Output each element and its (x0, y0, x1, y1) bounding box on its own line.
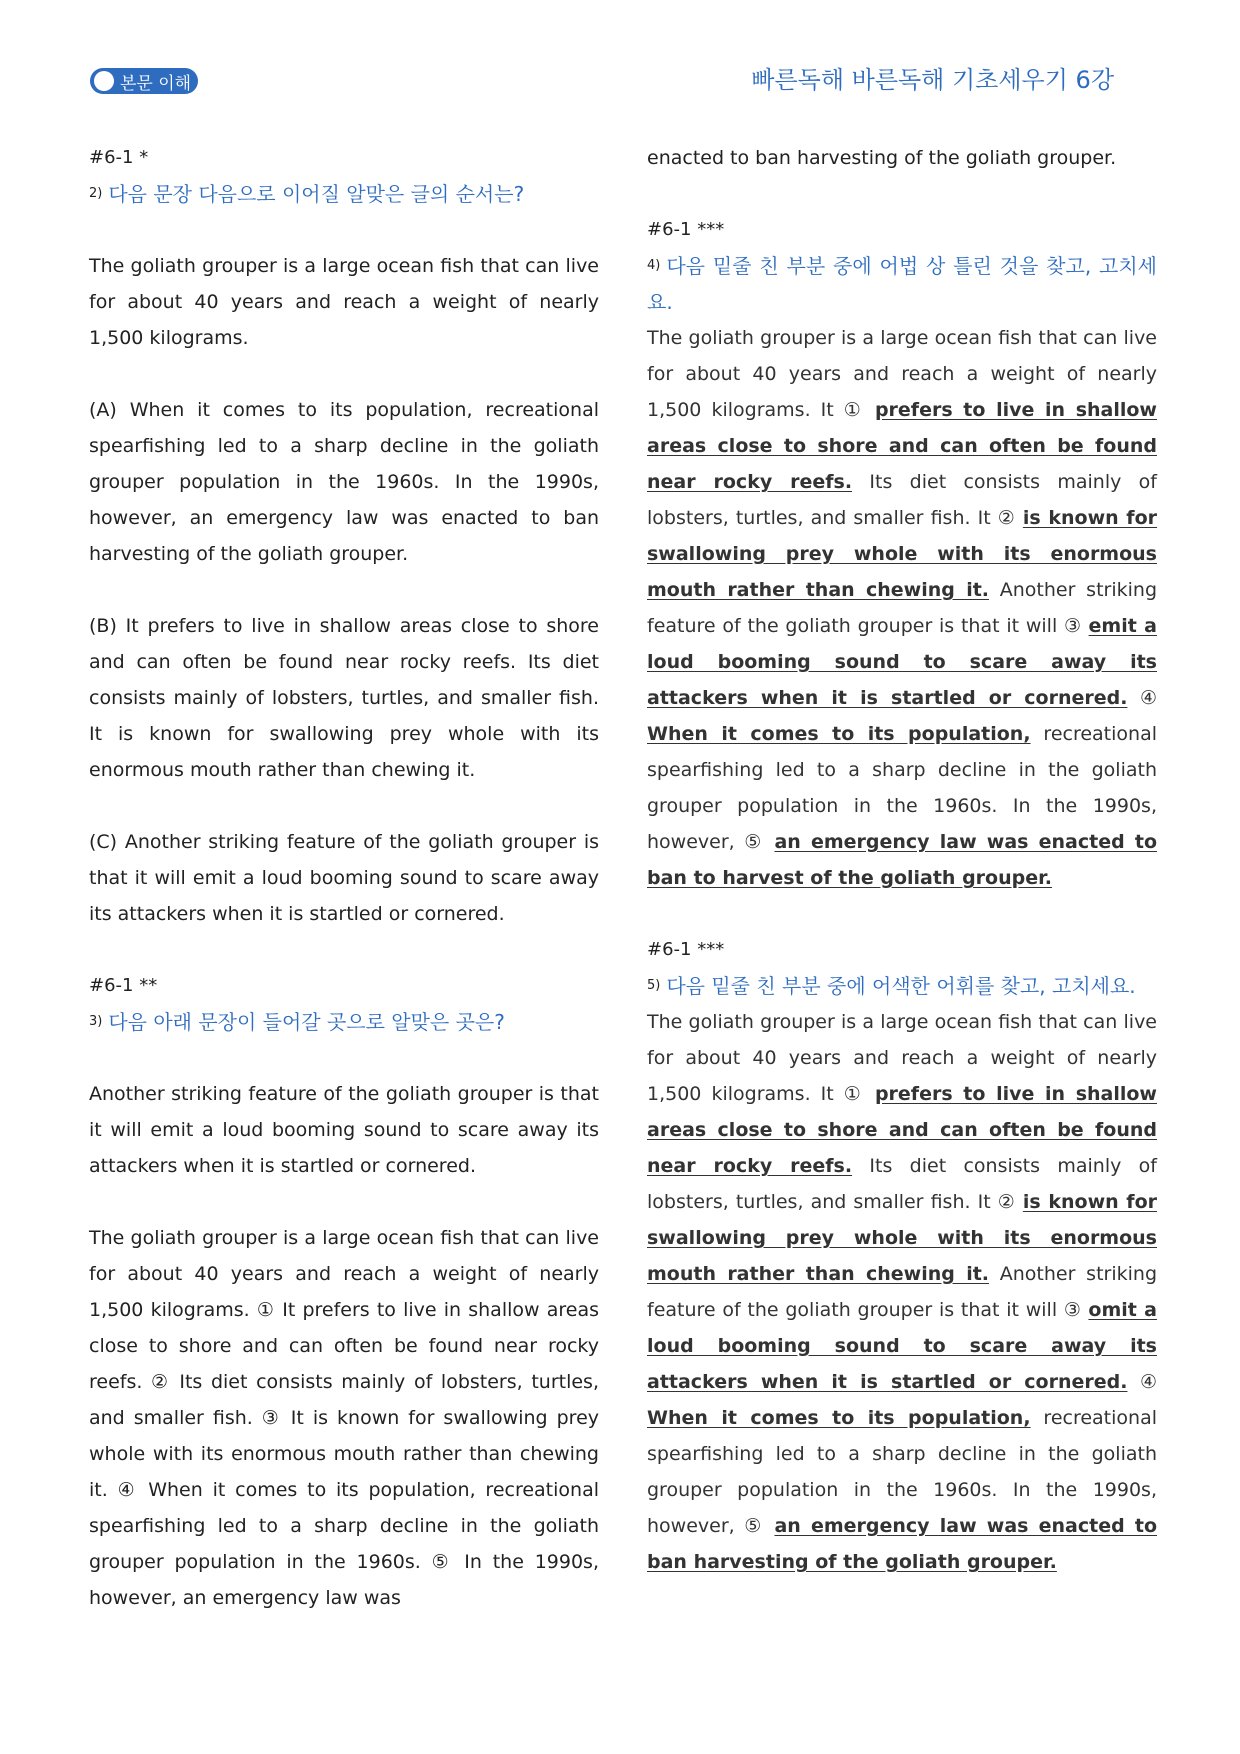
q4-underline-4: When it comes to its population, (647, 723, 1031, 745)
q2-meta: #6-1 * (89, 147, 149, 168)
q4-number: 4) (647, 258, 661, 273)
q3-number: 3) (89, 1014, 103, 1029)
q2-question-text: 다음 문장 다음으로 이어질 알맞은 글의 순서는? (108, 182, 525, 206)
q4-underline-5: an emergency law was enacted to ban to harvest of the goliath grouper. (647, 831, 1158, 889)
q5-underline-2: is known for swallowing prey whole with its enormous mouth rather than chewing it. (647, 1191, 1158, 1285)
q5-underline-1: prefers to live in shallow areas close to shore and can often be found near rocky reefs. (647, 1083, 1157, 1177)
q5-question (647, 968, 1157, 1004)
q3-question (89, 1004, 599, 1040)
q2-number: 2) (89, 186, 103, 201)
q3-passage-continued: enacted to ban harvesting of the goliath grouper. (647, 147, 1117, 169)
q3-question-text: 다음 아래 문장이 들어갈 곳으로 알맞은 곳은? (108, 1010, 505, 1034)
q5-passage: The goliath grouper is a large ocean fish that can live for about 40 years and reach a weight of nearly 1,500 kilograms. It ① prefers to live in shallow areas close to shore and can often be found near rocky reefs. Its diet consists mainly of lobsters, turtles, and smaller fish. It ② is known for swallowing prey whole with its enormous mouth rather than chewing it. Another striking feature of the goliath grouper is that it will ③ omit a loud booming sound to scare away its attackers when it is startled or cornered. ④ When it comes to its population, recreational spearfishing led to a sharp decline in the goliath grouper population in the 1960s. In the 1990s, however, ⑤ an emergency law was enacted to ban harvesting of the goliath grouper. (647, 1011, 1158, 1573)
q4-meta: #6-1 *** (647, 219, 725, 240)
q3-given-sentence: Another striking feature of the goliath grouper is that it will emit a loud booming sound to scare away its attackers when it is startled or cornered. (89, 1083, 599, 1177)
badge-dot-icon (94, 71, 114, 91)
q2-paragraph-a: (A) When it comes to its population, recreational spearfishing led to a sharp decline in the goliath grouper population in the 1960s. In the 1990s, however, an emergency law was enacted to ban harvesting of the goliath grouper. (89, 399, 599, 565)
section-badge (90, 68, 198, 94)
q5-underline-5: an emergency law was enacted to ban harvesting of the goliath grouper. (647, 1515, 1158, 1573)
q4-underline-1: prefers to live in shallow areas close to shore and can often be found near rocky reefs. (647, 399, 1157, 493)
badge-label: 본문 이해 (120, 73, 192, 94)
q4-question-text: 다음 밑줄 친 부분 중에 어법 상 틀린 것을 찾고, 고치세요. (647, 254, 1157, 314)
left-column (89, 140, 599, 1616)
right-column (647, 140, 1157, 1580)
q2-question (89, 176, 599, 212)
q5-underline-4: When it comes to its population, (647, 1407, 1031, 1429)
q3-passage: The goliath grouper is a large ocean fish that can live for about 40 years and reach a weight of nearly 1,500 kilograms. ① It prefers to live in shallow areas close to shore and can often be found near rocky reefs. ② Its diet consists mainly of lobsters, turtles, and smaller fish. ③ It is known for swallowing prey whole with its enormous mouth rather than chewing it. ④ When it comes to its population, recreational spearfishing led to a sharp decline in the goliath grouper population in the 1960s. ⑤ In the 1990s, however, an emergency law was (89, 1227, 599, 1609)
q4-underline-3: emit a loud booming sound to scare away its attackers when it is startled or cornered. (647, 615, 1157, 709)
q5-meta: #6-1 *** (647, 939, 725, 960)
q4-passage: The goliath grouper is a large ocean fish that can live for about 40 years and reach a weight of nearly 1,500 kilograms. It ① prefers to live in shallow areas close to shore and can often be found near rocky reefs. Its diet consists mainly of lobsters, turtles, and smaller fish. It ② is known for swallowing prey whole with its enormous mouth rather than chewing it. Another striking feature of the goliath grouper is that it will ③ emit a loud booming sound to scare away its attackers when it is startled or cornered. ④ When it comes to its population, recreational spearfishing led to a sharp decline in the goliath grouper population in the 1960s. In the 1990s, however, ⑤ an emergency law was enacted to ban to harvest of the goliath grouper. (647, 327, 1158, 889)
q4-question (647, 248, 1157, 320)
q2-intro: The goliath grouper is a large ocean fish that can live for about 40 years and reach a weight of nearly 1,500 kilograms. (89, 255, 599, 349)
q3-meta: #6-1 ** (89, 975, 158, 996)
page-title: 빠른독해 바른독해 기초세우기 6강 (751, 66, 1114, 94)
q4-underline-2: is known for swallowing prey whole with its enormous mouth rather than chewing it. (647, 507, 1158, 601)
q5-number: 5) (647, 978, 661, 993)
q2-paragraph-c: (C) Another striking feature of the goliath grouper is that it will emit a loud booming sound to scare away its attackers when it is startled or cornered. (89, 831, 599, 925)
q2-paragraph-b: (B) It prefers to live in shallow areas close to shore and can often be found near rocky reefs. Its diet consists mainly of lobsters, turtles, and smaller fish. It is known for swallowing prey whole with its enormous mouth rather than chewing it. (89, 615, 599, 781)
q5-underline-3: omit a loud booming sound to scare away its attackers when it is startled or cornered. (647, 1299, 1157, 1393)
q5-question-text: 다음 밑줄 친 부분 중에 어색한 어휘를 찾고, 고치세요. (666, 974, 1136, 998)
